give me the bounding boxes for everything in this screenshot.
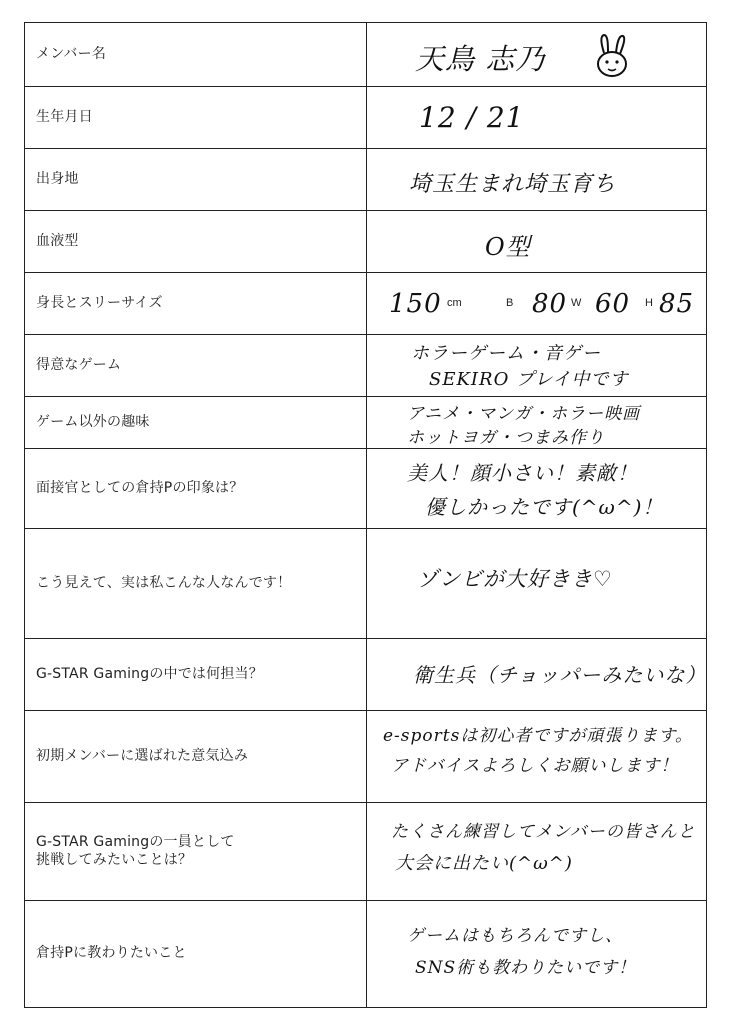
field-answer: [367, 23, 706, 86]
row-measurements: [25, 273, 706, 335]
field-answer: [367, 639, 706, 710]
field-label: 生年月日: [25, 87, 367, 148]
field-answer: [367, 803, 706, 900]
answer-line: SNS術も教わりたいです！: [415, 958, 637, 978]
field-label: こう見えて、実は私こんな人なんです！: [25, 529, 367, 638]
row-learn: [25, 901, 706, 1007]
field-label: 倉持Pに教わりたいこと: [25, 901, 367, 1007]
field-answer: [367, 901, 706, 1007]
answer-line: O型: [485, 233, 531, 261]
answer-line: 埼玉生まれ埼玉育ち: [409, 172, 617, 197]
row-birthday: [25, 87, 706, 149]
answer-line: ゲームはもちろんですし、: [407, 926, 623, 946]
waist-label: W: [571, 297, 582, 309]
answer-line: ゾンビが大好きき♡: [417, 567, 613, 591]
field-answer: [367, 211, 706, 272]
answer-line: アニメ・マンガ・ホラー映画: [407, 404, 641, 424]
answer-line: 美人！顔小さい！素敵！: [407, 461, 638, 485]
waist-value: 60: [595, 289, 631, 319]
row-hobbies: [25, 397, 706, 449]
row-blood-type: [25, 211, 706, 273]
hip-value: 85: [659, 289, 695, 319]
height-unit: cm: [447, 297, 462, 309]
answer-line: アドバイスよろしくお願いします！: [391, 756, 679, 776]
row-enthusiasm: [25, 711, 706, 803]
field-label: 初期メンバーに選ばれた意気込み: [25, 711, 367, 802]
row-favorite-games: [25, 335, 706, 397]
row-role: [25, 639, 706, 711]
answer-line: 大会に出たい(^ω^): [395, 853, 573, 874]
answer-line: 優しかったです(^ω^)！: [425, 495, 664, 519]
field-label: G-STAR Gamingの中では何担当？: [25, 639, 367, 710]
field-answer: [367, 335, 706, 396]
bust-value: 80: [532, 289, 568, 319]
field-label: [25, 803, 367, 900]
field-answer: [367, 711, 706, 802]
field-label: 面接官としての倉持Pの印象は？: [25, 449, 367, 528]
answer-line: ホットヨガ・つまみ作り: [407, 428, 605, 448]
field-answer: [367, 529, 706, 638]
field-answer: [367, 449, 706, 528]
answer-line: 衛生兵（チョッパーみたいな）: [413, 663, 707, 687]
bust-label: B: [506, 297, 514, 309]
field-label: 得意なゲーム: [25, 335, 367, 396]
row-challenge: [25, 803, 706, 901]
field-label: 身長とスリーサイズ: [25, 273, 367, 334]
answer-line: ホラーゲーム・音ゲー: [411, 343, 601, 364]
field-answer: [367, 397, 706, 448]
answer-line: 12 / 21: [419, 101, 525, 134]
row-birthplace: [25, 149, 706, 211]
field-label: メンバー名: [25, 23, 367, 86]
row-true-self: [25, 529, 706, 639]
answer-line: SEKIRO プレイ中です: [429, 369, 629, 390]
label-line: 挑戦してみたいことは？: [36, 851, 193, 868]
field-label: 血液型: [25, 211, 367, 272]
rabbit-doodle-icon: [593, 33, 631, 79]
field-answer: [367, 149, 706, 210]
hip-label: H: [645, 297, 653, 309]
answer-line: たくさん練習してメンバーの皆さんと: [391, 822, 696, 842]
row-impression: [25, 449, 706, 529]
field-label: ゲーム以外の趣味: [25, 397, 367, 448]
field-answer: [367, 273, 706, 334]
answer-line: e-sportsは初心者ですが頑張ります。: [383, 726, 693, 746]
label-line: G-STAR Gamingの一員として: [36, 834, 235, 850]
height-value: 150: [389, 289, 442, 319]
field-answer: [367, 87, 706, 148]
answer-line: 天鳥 志乃: [415, 42, 546, 76]
field-label: 出身地: [25, 149, 367, 210]
profile-sheet: [24, 22, 707, 1008]
row-member-name: [25, 23, 706, 87]
